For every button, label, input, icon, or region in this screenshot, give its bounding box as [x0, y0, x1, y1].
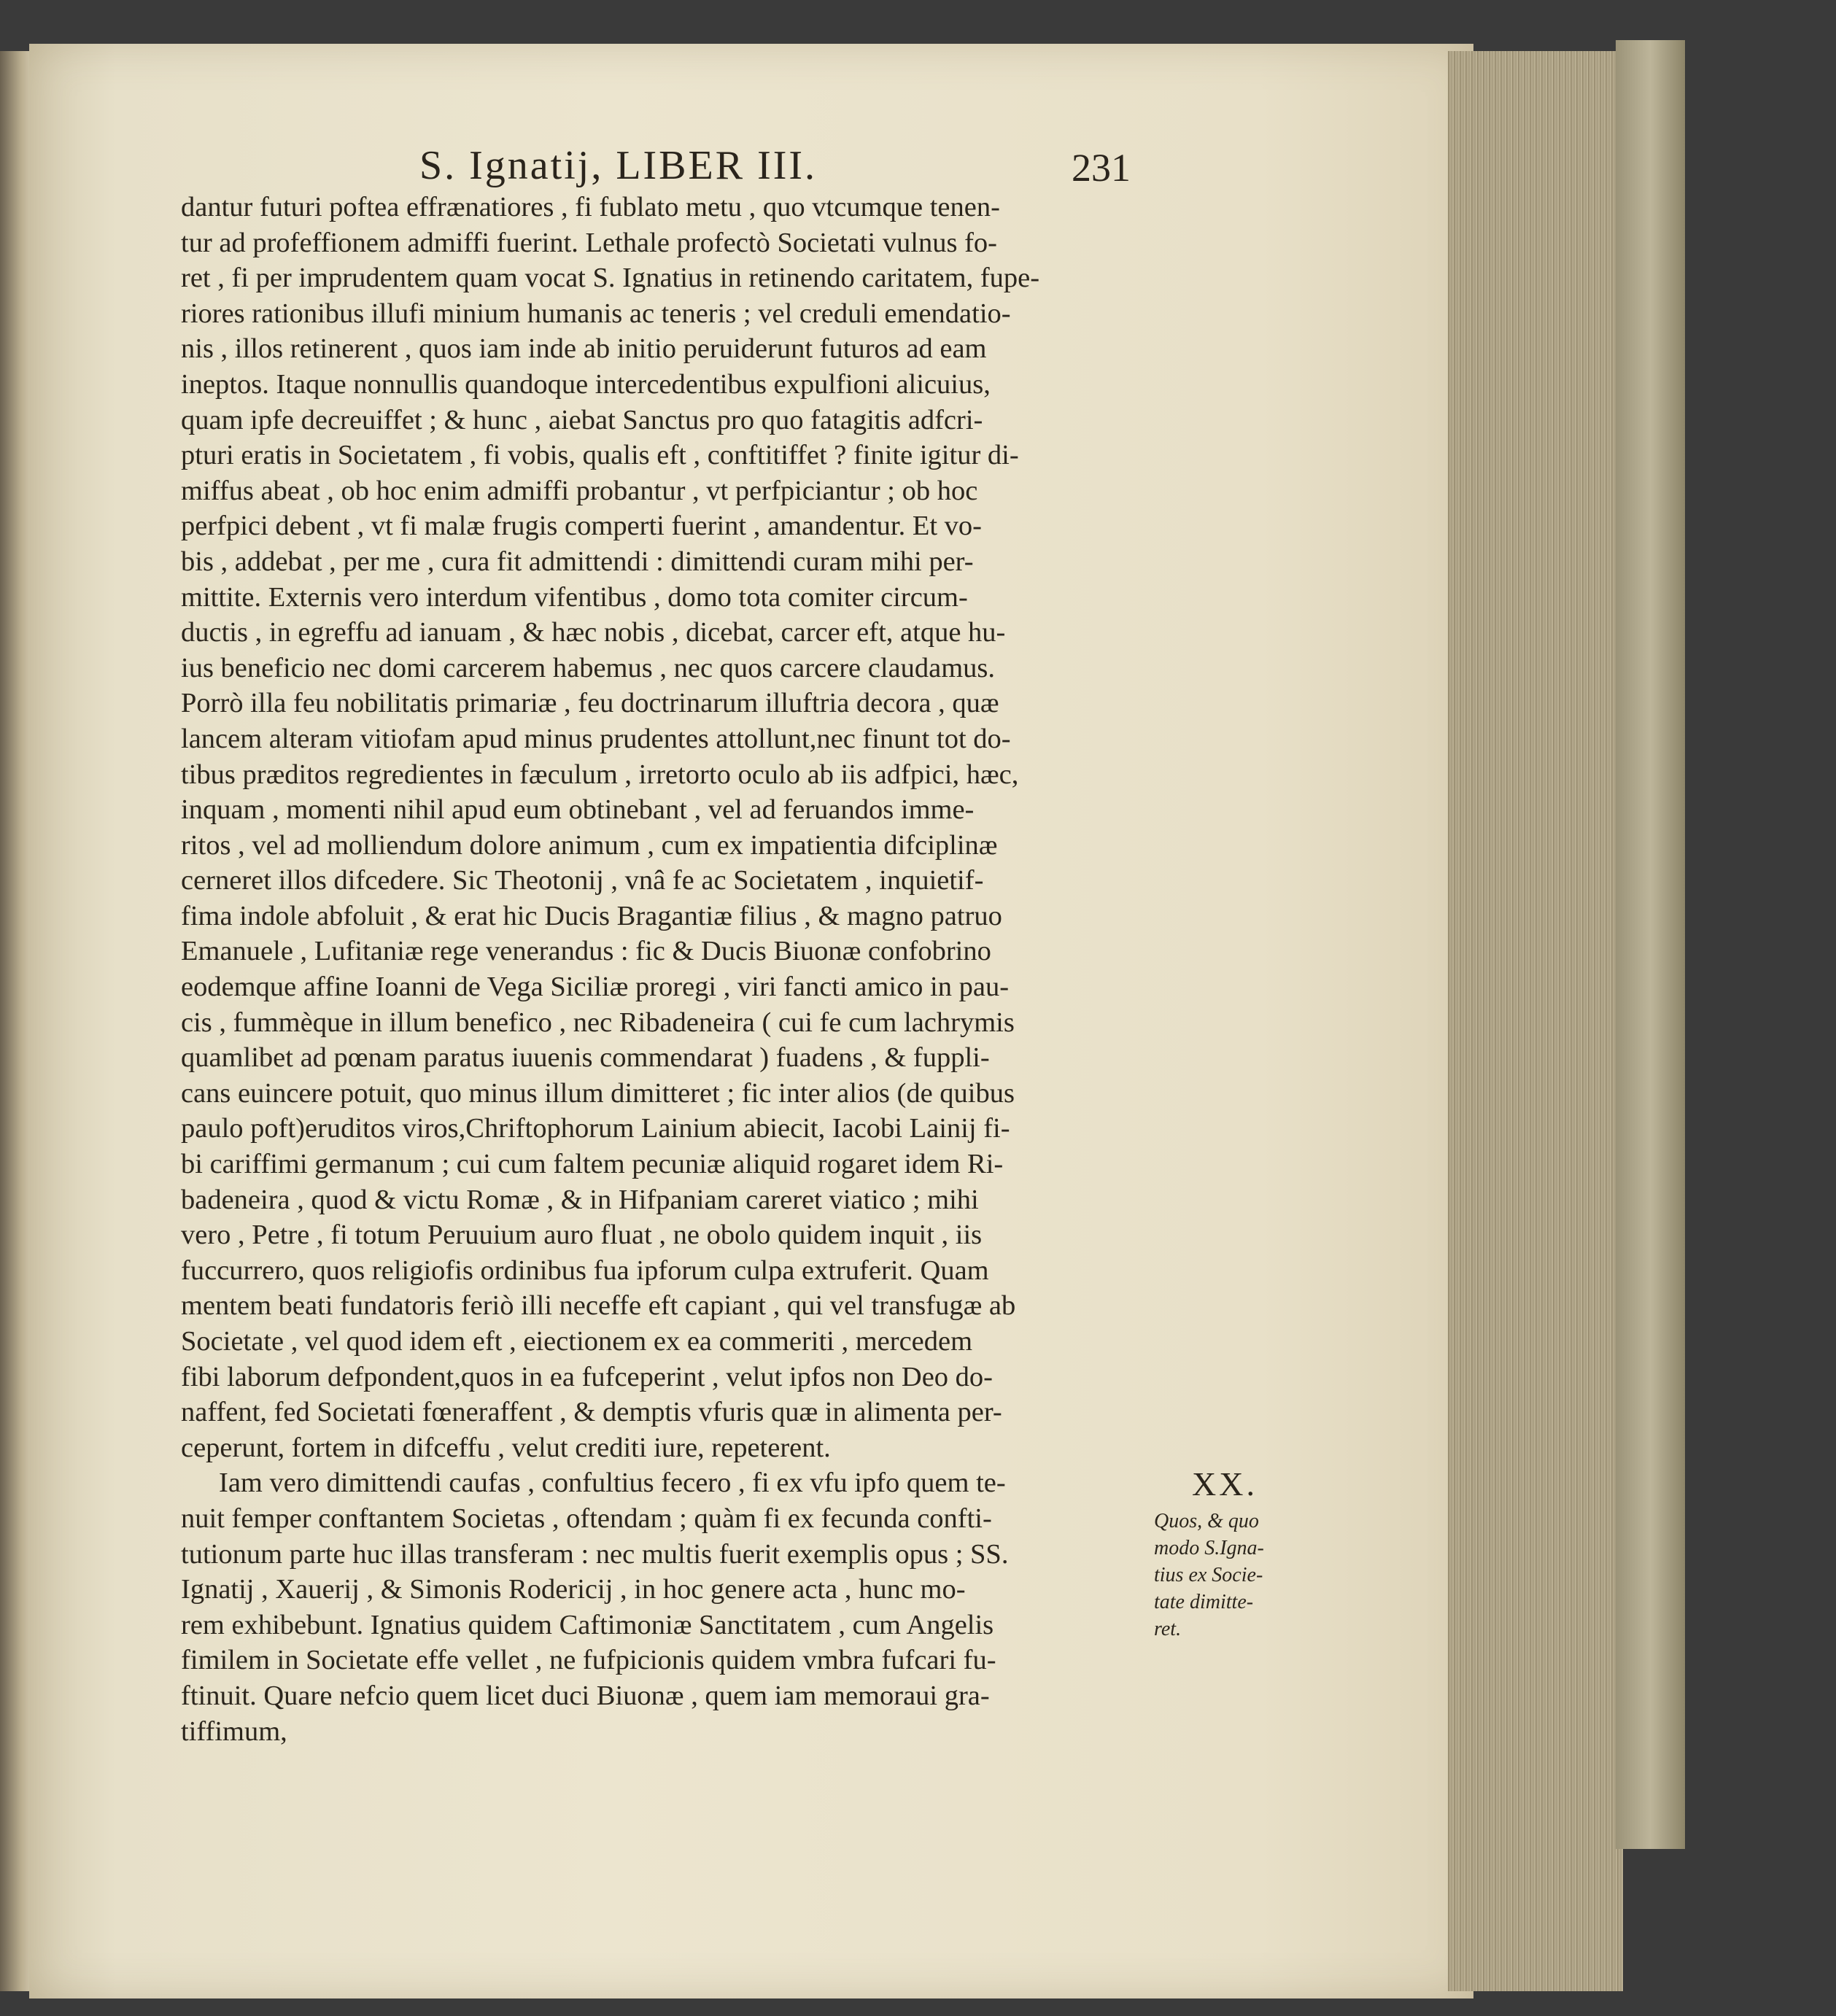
text-line: ductis , in egreffu ad ianuam , & hæc nobis , dicebat, carcer eft, atque hu- [181, 617, 1006, 648]
text-line: rem exhibebunt. Ignatius quidem Caftimoniæ Sanctitatem , cum Angelis [181, 1609, 994, 1640]
text-line: nis , illos retinerent , quos iam inde ab initio peruiderunt futuros ad eam [181, 333, 987, 365]
book-cover-board [1616, 40, 1685, 1849]
text-line: tiffimum, [181, 1715, 287, 1747]
running-head [419, 142, 1131, 193]
marginal-numeral: XX. [1192, 1465, 1258, 1503]
text-line: tutionum parte huc illas transferam : nec multis fuerit exemplis opus ; SS. [181, 1538, 1009, 1570]
text-line: mittite. Externis vero interdum vifentibus , domo tota comiter circum- [181, 581, 968, 613]
text-line: badeneira , quod & victu Romæ , & in Hifpaniam careret viatico ; mihi [181, 1184, 979, 1215]
text-line: fuccurrero, quos religiofis ordinibus fua ipforum culpa extruferit. Quam [181, 1255, 989, 1286]
text-line: dantur futuri poftea effrænatiores , fi fublato metu , quo vtcumque tenen- [181, 192, 1000, 222]
text-line: cerneret illos difcedere. Sic Theotonij , vnâ fe ac Societatem , inquietif- [181, 865, 984, 896]
text-line: cans euincere potuit, quo minus illum dimitteret ; fic inter alios (de quibus [181, 1077, 1015, 1109]
body-text [181, 190, 1140, 1749]
text-line: fima indole abfoluit , & erat hic Ducis Bragantiæ filius , & magno patruo [181, 900, 1002, 931]
text-line: ius beneficio nec domi carcerem habemus , nec quos carcere claudamus. [181, 652, 995, 683]
text-line: riores rationibus illufi minium humanis ac teneris ; vel creduli emendatio- [181, 298, 1011, 329]
text-line: fimilem in Societate effe vellet , ne fufpicionis quidem vmbra fufcari fu- [181, 1645, 996, 1676]
text-line: quamlibet ad pœnam paratus iuuenis commendarat ) fuadens , & fuppli- [181, 1042, 990, 1074]
text-line: miffus abeat , ob hoc enim admiffi probantur , vt perfpiciantur ; ob hoc [181, 475, 978, 506]
text-line: paulo poft)eruditos viros,Chriftophorum Lainium abiecit, Iacobi Lainij fi- [181, 1113, 1010, 1144]
running-title: S. Ignatij, LIBER III. [419, 143, 818, 188]
text-line: bis , addebat , per me , cura fit admittendi : dimittendi curam mihi per- [181, 546, 974, 577]
text-line: tibus præditos regredientes in fæculum , irretorto oculo ab iis adfpici, hæc, [181, 759, 1019, 790]
text-line: pturi eratis in Societatem , fi vobis, qualis eft , conftitiffet ? finite igitur di- [181, 440, 1019, 471]
text-line: perfpici debent , vt fi malæ frugis comperti fuerint , amandentur. Et vo- [181, 511, 983, 542]
text-line: cis , fummèque in illum benefico , nec Ribadeneira ( cui fe cum lachrymis [181, 1007, 1015, 1038]
marginal-line: ret. [1154, 1618, 1182, 1640]
text-line: naffent, fed Societati fœneraffent , & demptis vfuris quæ in alimenta per- [181, 1397, 1002, 1428]
text-line: ceperunt, fortem in difceffu , velut crediti iure, repeterent. [181, 1432, 831, 1463]
text-line: fibi laborum defpondent,quos in ea fufceperint , velut ipfos non Deo do- [181, 1361, 993, 1392]
marginal-line: tius ex Socie- [1154, 1564, 1263, 1586]
text-line: ineptos. Itaque nonnullis quandoque intercedentibus expulfioni alicuius, [181, 368, 991, 400]
marginal-line: modo S.Igna- [1154, 1537, 1264, 1559]
text-line: inquam , momenti nihil apud eum obtinebant , vel ad feruandos imme- [181, 794, 975, 826]
text-line: Ignatij , Xauerij , & Simonis Rodericij , in hoc genere acta , hunc mo- [181, 1574, 966, 1605]
text-line: Emanuele , Lufitaniæ rege venerandus : fic & Ducis Biuonæ confobrino [181, 936, 991, 967]
text-line: nuit femper conftantem Societas , oftendam ; quàm fi ex fecunda confti- [181, 1503, 992, 1534]
text-line: lancem alteram vitiofam apud minus prudentes attollunt,nec finunt tot do- [181, 723, 1011, 754]
text-line: tur ad profeffionem admiffi fuerint. Lethale profectò Societati vulnus fo- [181, 227, 997, 258]
text-line: ftinuit. Quare nefcio quem licet duci Biuonæ , quem iam memoraui gra- [181, 1680, 990, 1711]
text-line: eodemque affine Ioanni de Vega Siciliæ proregi , viri fancti amico in pau- [181, 972, 1010, 1003]
text-line: vero , Petre , fi totum Peruuium auro fluat , ne obolo quidem inquit , iis [181, 1220, 983, 1251]
text-line: Societate , vel quod idem eft , eiectionem ex ea commeriti , mercedem [181, 1326, 973, 1357]
text-line: mentem beati fundatoris feriò illi neceffe eft capiant , qui vel transfugæ ab [181, 1290, 1016, 1322]
text-line: quam ipfe decreuiffet ; & hunc , aiebat Sanctus pro quo fatagitis adfcri- [181, 404, 983, 435]
text-line: bi cariffimi germanum ; cui cum faltem pecuniæ aliquid rogaret idem Ri- [181, 1149, 1004, 1180]
marginal-line: Quos, & quo [1154, 1510, 1259, 1532]
marginal-note [1154, 1465, 1300, 1643]
page-fore-edge [1448, 51, 1623, 1991]
text-line: ret , fi per imprudentem quam vocat S. Ignatius in retinendo caritatem, fupe- [181, 263, 1040, 294]
text-line: ritos , vel ad molliendum dolore animum , cum ex impatientia difciplinæ [181, 829, 998, 861]
page-number: 231 [1072, 146, 1131, 190]
text-line: Porrò illa feu nobilitatis primariæ , feu doctrinarum illuftria decora , quæ [181, 688, 999, 719]
marginal-line: tate dimitte- [1154, 1591, 1254, 1613]
text-line: Iam vero dimittendi caufas , confultius fecero , fi ex vfu ipfo quem te- [219, 1468, 1006, 1499]
